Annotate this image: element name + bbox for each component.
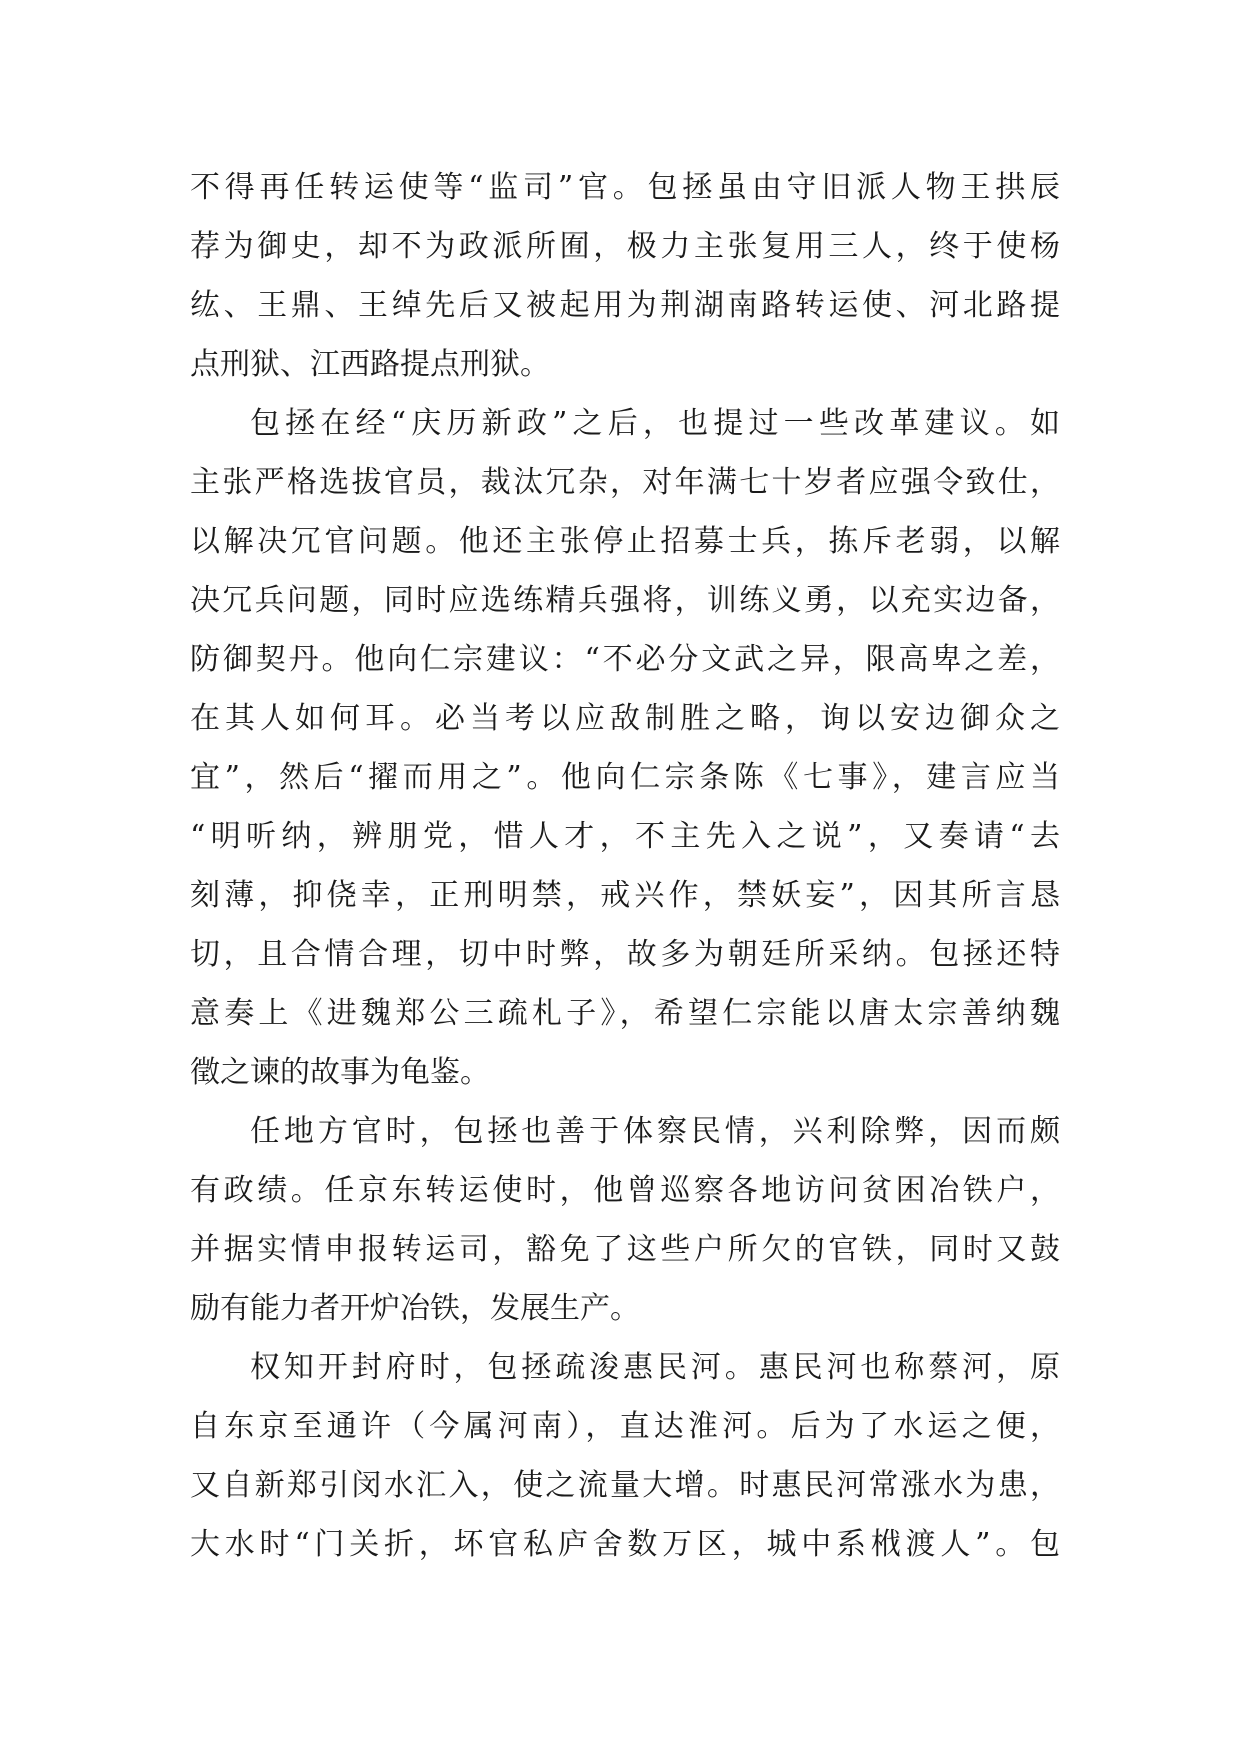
text-line: 纮、王鼎、王绰先后又被起用为荆湖南路转运使、河北路提	[190, 288, 1060, 323]
body-text	[190, 158, 1060, 1574]
text-line: 刻薄，抑侥幸，正刑明禁，戒兴作，禁妖妄”，因其所言恳	[190, 878, 1060, 913]
text-line: 宜”，然后“擢而用之”。他向仁宗条陈《七事》，建言应当	[190, 760, 1060, 795]
text-line: “明听纳，辨朋党，惜人才，不主先入之说”，又奏请“去	[190, 819, 1060, 854]
text-line: 并据实情申报转运司，豁免了这些户所欠的官铁，同时又鼓	[190, 1232, 1060, 1267]
text-line: 徵之谏的故事为龟鉴。	[190, 1055, 490, 1090]
text-line: 有政绩。任京东转运使时，他曾巡察各地访问贫困冶铁户，	[190, 1173, 1060, 1208]
text-line: 不得再任转运使等“监司”官。包拯虽由守旧派人物王拱辰	[190, 170, 1060, 205]
text-line: 点刑狱、江西路提点刑狱。	[190, 347, 550, 382]
text-line: 主张严格选拔官员，裁汰冗杂，对年满七十岁者应强令致仕，	[190, 465, 1060, 500]
text-line: 以解决冗官问题。他还主张停止招募士兵，拣斥老弱，以解	[190, 524, 1060, 559]
text-line: 自东京至通许（今属河南），直达淮河。后为了水运之便，	[190, 1409, 1060, 1444]
text-line: 大水时“门关折，坏官私庐舍数万区，城中系栰渡人”。包	[190, 1527, 1060, 1562]
text-line: 励有能力者开炉冶铁，发展生产。	[190, 1291, 640, 1326]
text-line: 在其人如何耳。必当考以应敌制胜之略，询以安边御众之	[190, 701, 1060, 736]
text-line: 意奏上《进魏郑公三疏札子》，希望仁宗能以唐太宗善纳魏	[190, 996, 1060, 1031]
text-line: 决冗兵问题，同时应选练精兵强将，训练义勇，以充实边备，	[190, 583, 1060, 618]
text-line: 荐为御史，却不为政派所囿，极力主张复用三人，终于使杨	[190, 229, 1060, 264]
text-line: 又自新郑引闵水汇入，使之流量大增。时惠民河常涨水为患，	[190, 1468, 1060, 1503]
text-line: 防御契丹。他向仁宗建议：“不必分文武之异，限高卑之差，	[190, 642, 1060, 677]
paragraph-first-line: 包拯在经“庆历新政”之后，也提过一些改革建议。如	[250, 406, 1060, 441]
text-line: 切，且合情合理，切中时弊，故多为朝廷所采纳。包拯还特	[190, 937, 1060, 972]
paragraph-first-line: 任地方官时，包拯也善于体察民情，兴利除弊，因而颇	[250, 1114, 1060, 1149]
paragraph-first-line: 权知开封府时，包拯疏浚惠民河。惠民河也称蔡河，原	[250, 1350, 1060, 1385]
